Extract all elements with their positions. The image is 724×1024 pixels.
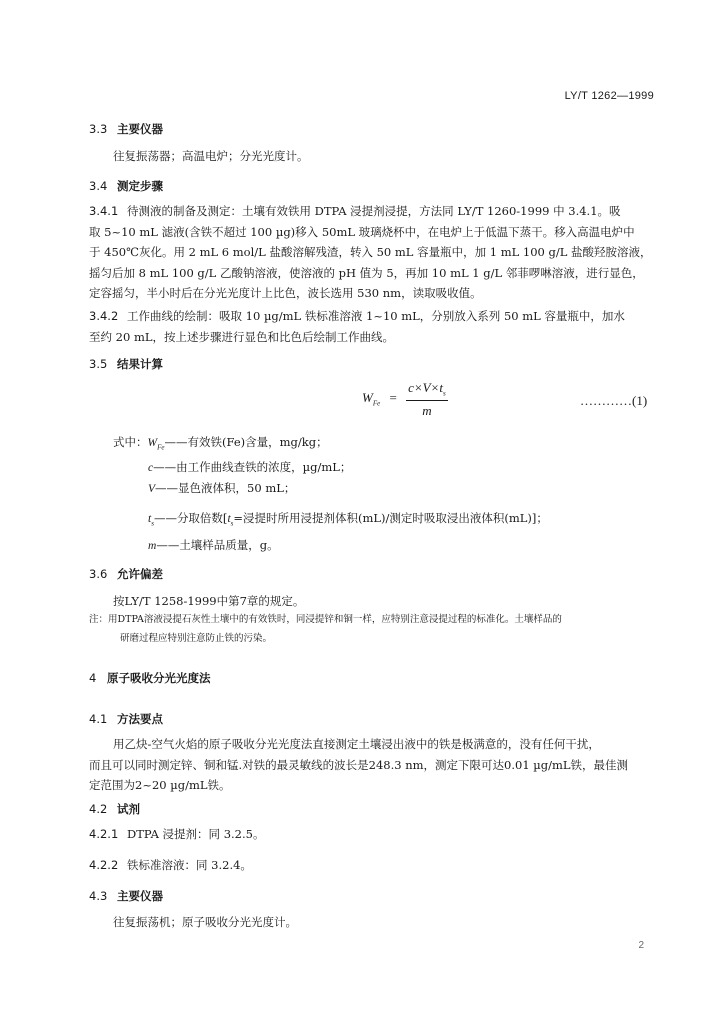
standard-code: LY/T 1262—1999 bbox=[564, 90, 654, 102]
formula-1 bbox=[362, 380, 448, 419]
paragraph-line: 定范围为2~20 µg/mL铁。 bbox=[89, 778, 231, 792]
variable-ts: $t_s——$分取倍数[$t_s=$浸提时所用浸提剂体积(mL)/测定时吸取浸出液体积(mL)]； bbox=[148, 511, 548, 528]
section-title: 结果计算 bbox=[117, 357, 163, 371]
paragraph-line: 于 450℃灰化。用 2 mL 6 mol/L 盐酸溶解残渣，转入 50 mL 容量瓶中，加 1 mL 100 g/L 盐酸羟胺溶液， bbox=[89, 245, 652, 259]
variable-v: V——显色液体积，50 mL； bbox=[148, 481, 296, 495]
section-4-2-heading bbox=[89, 801, 140, 817]
equation-number: …………(1) bbox=[580, 393, 648, 408]
section-number: 4 bbox=[89, 671, 97, 685]
formula-denominator: m bbox=[422, 402, 432, 418]
section-4-heading bbox=[89, 670, 211, 686]
section-title: 方法要点 bbox=[117, 712, 163, 726]
paragraph-line: 3.4.1 待测液的制备及测定：土壤有效铁用 DTPA 浸提剂浸提，方法同 LY/T 1260-1999 中 3.4.1。吸 bbox=[89, 201, 659, 222]
variable-c: c——由工作曲线查铁的浓度，µg/mL； bbox=[148, 460, 352, 474]
section-number: 3.5 bbox=[89, 357, 108, 371]
section-number: 4.2.2 bbox=[89, 858, 119, 872]
section-number: 4.2.1 bbox=[89, 827, 119, 841]
section-4-3-heading bbox=[89, 888, 163, 904]
section-number: 3.4.1 bbox=[89, 204, 119, 218]
formula-lhs: $W_{Fe}$ bbox=[362, 390, 381, 408]
paragraph-line: 定容摇匀，半小时后在分光光度计上比色，波长选用 530 nm，读取吸收值。 bbox=[89, 286, 482, 300]
section-3-3-heading bbox=[89, 121, 163, 137]
section-title: 主要仪器 bbox=[117, 889, 163, 903]
note-line: 注：用DTPA溶液浸提石灰性土壤中的有效铁时，同浸提锌和铜一样，应特别注意浸提过程的标准化。土壤样品的 bbox=[89, 614, 562, 625]
formula-fraction bbox=[406, 380, 448, 419]
paragraph-line: 而且可以同时测定锌、铜和锰.对铁的最灵敏线的波长是248.3 nm，测定下限可达0.01 µg/mL铁，最佳测 bbox=[89, 757, 629, 772]
section-4-3-body: 往复振荡机；原子吸收分光光度计。 bbox=[113, 915, 297, 929]
paragraph-line: 取 5~10 mL 滤液(含铁不超过 100 µg)移入 50mL 玻璃烧杯中，在电炉上于低温下蒸干。移入高温电炉中 bbox=[89, 224, 635, 239]
section-title: 允许偏差 bbox=[117, 567, 163, 581]
formula-equals: = bbox=[389, 390, 397, 406]
section-4-2-2: 4.2.2 铁标准溶液：同 3.2.4。 bbox=[89, 855, 252, 876]
page-number: 2 bbox=[638, 940, 644, 951]
variable-m: m——土壤样品质量，g。 bbox=[148, 538, 279, 552]
section-4-2-1: 4.2.1 DTPA 浸提剂：同 3.2.5。 bbox=[89, 824, 264, 845]
formula-numerator: $c\times V\times t_s$ bbox=[406, 380, 448, 401]
section-number: 4.1 bbox=[89, 712, 108, 726]
paragraph-line: 摇匀后加 8 mL 100 g/L 乙酸钠溶液，使溶液的 pH 值为 5，再加 10 mL 1 g/L 邻菲啰啉溶液，进行显色， bbox=[89, 265, 644, 280]
section-title: 试剂 bbox=[117, 802, 140, 816]
section-number: 3.4 bbox=[89, 179, 108, 193]
section-number: 3.3 bbox=[89, 122, 108, 136]
section-3-6-body: 按LY/T 1258-1999中第7章的规定。 bbox=[113, 594, 305, 608]
section-3-6-note bbox=[89, 610, 664, 648]
note-line: 研磨过程应特别注意防止铁的污染。 bbox=[120, 633, 273, 644]
section-title: 测定步骤 bbox=[117, 179, 163, 193]
paragraph-line: 至约 20 mL，按上述步骤进行显色和比色后绘制工作曲线。 bbox=[89, 329, 394, 344]
paragraph-line: 用乙炔-空气火焰的原子吸收分光光度法直接测定土壤浸出液中的铁是极满意的，没有任何干扰， bbox=[113, 737, 600, 751]
section-4-1-paragraph bbox=[89, 734, 659, 796]
section-3-4-2-paragraph bbox=[89, 306, 659, 347]
section-number: 3.4.2 bbox=[89, 309, 119, 323]
section-number: 3.6 bbox=[89, 567, 108, 581]
section-title: 主要仪器 bbox=[117, 122, 163, 136]
section-3-4-1-paragraph bbox=[89, 201, 659, 304]
section-3-3-body: 往复振荡器；高温电炉；分光光度计。 bbox=[113, 149, 309, 163]
section-number: 4.2 bbox=[89, 802, 108, 816]
paragraph-line: 3.4.2 工作曲线的绘制：吸取 10 µg/mL 铁标准溶液 1~10 mL，分别放入系列 50 mL 容量瓶中，加水 bbox=[89, 306, 659, 327]
section-number: 4.3 bbox=[89, 889, 108, 903]
variable-w: 式中：$W_{Fe}——$有效铁(Fe)含量，mg/kg； bbox=[113, 435, 328, 452]
section-4-1-heading bbox=[89, 711, 163, 727]
section-3-6-heading bbox=[89, 566, 163, 582]
section-title: 原子吸收分光光度法 bbox=[107, 671, 211, 685]
section-3-5-heading bbox=[89, 356, 163, 372]
section-3-4-heading bbox=[89, 178, 163, 194]
